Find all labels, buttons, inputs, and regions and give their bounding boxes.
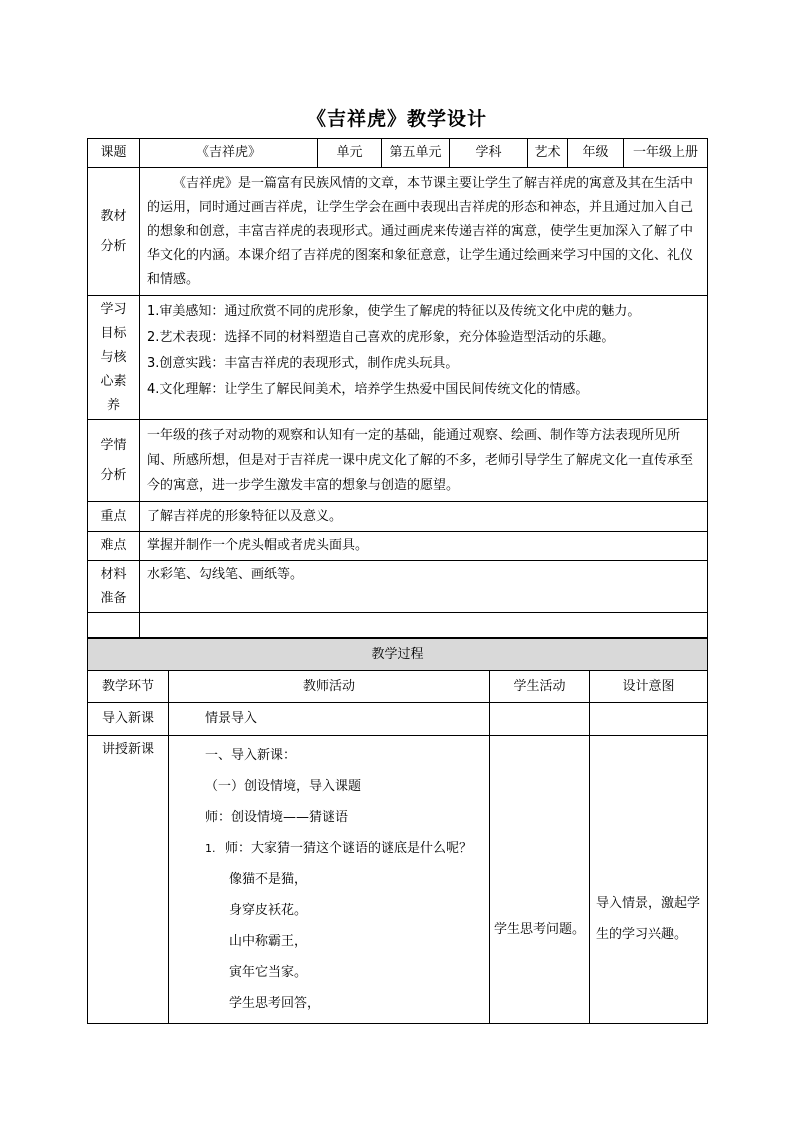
stage-lesson: 讲授新课 (88, 736, 169, 1024)
lesson-line: 师：创设情境——猜谜语 (205, 810, 349, 825)
difficulty-text: 掌握并制作一个虎头帽或者虎头面具。 (140, 532, 708, 561)
key-point-text: 了解吉祥虎的形象特征以及意义。 (140, 502, 708, 532)
subject-label: 学科 (450, 139, 528, 168)
empty-cell (140, 613, 708, 638)
document-title: 《吉祥虎》教学设计 (306, 108, 487, 130)
objectives-label: 学习 目标 与核 心素 养 (88, 296, 140, 420)
column-header: 学生活动 (490, 671, 590, 703)
unit-value: 第五单元 (382, 139, 450, 168)
lesson-line: 一、导入新课： (205, 748, 297, 763)
course-value: 《吉祥虎》 (140, 139, 318, 168)
key-point-label: 重点 (88, 502, 140, 532)
lesson-question: 1. 师：大家猜一猜这个谜语的谜底是什么呢？ (205, 841, 473, 856)
teacher-intro: 情景导入 (169, 703, 490, 736)
objective-item: 4.文化理解：让学生了解民间美术，培养学生热爱中国民间传统文化的情感。 (147, 382, 589, 397)
teaching-process-table (87, 638, 708, 1024)
riddle-line: 学生思考回答， (229, 996, 321, 1011)
grade-label: 年级 (568, 139, 624, 168)
objective-item: 3.创意实践：丰富吉祥虎的表现形式，制作虎头玩具。 (147, 356, 459, 371)
column-header: 设计意图 (590, 671, 708, 703)
student-lesson: 学生思考问题。 (490, 736, 590, 1024)
objectives-list (140, 296, 708, 420)
course-label: 课题 (88, 139, 140, 168)
stage-intro: 导入新课 (88, 703, 169, 736)
riddle-line: 寅年它当家。 (229, 965, 308, 980)
process-heading: 教学过程 (88, 639, 708, 671)
column-header: 教师活动 (169, 671, 490, 703)
difficulty-label: 难点 (88, 532, 140, 561)
empty-cell (88, 613, 140, 638)
column-header: 教学环节 (88, 671, 169, 703)
objective-item: 1.审美感知：通过欣赏不同的虎形象，使学生了解虎的特征以及传统文化中虎的魅力。 (147, 304, 641, 319)
subject-value: 艺术 (528, 139, 568, 168)
analysis-label: 教材 分析 (88, 168, 140, 296)
lesson-info-table (87, 138, 708, 638)
situation-label: 学情 分析 (88, 420, 140, 502)
unit-label: 单元 (318, 139, 382, 168)
student-intro (490, 703, 590, 736)
analysis-text: 《吉祥虎》是一篇富有民族风情的文章，本节课主要让学生了解吉祥虎的寓意及其在生活中的运用，同时通过画吉祥虎，让学生学会在画中表现出吉祥虎的形态和神态，并且通过加入自己的想象和创意，丰富吉祥虎的表现形式。通过画虎来传递吉祥的寓意，使学生更加深入了解了中华文化的内涵。本课介绍了吉祥虎的图案和象征意意，让学生通过绘画来学习中国的文化、礼仪和情感。 (140, 168, 708, 296)
riddle-line: 像猫不是猫， (229, 872, 308, 887)
materials-label: 材料 准备 (88, 561, 140, 613)
teacher-lesson (169, 736, 490, 1024)
riddle-line: 身穿皮袄花。 (229, 903, 308, 918)
situation-text: 一年级的孩子对动物的观察和认知有一定的基础，能通过观察、绘画、制作等方法表现所见所闻、所感所想，但是对于吉祥虎一课中虎文化了解的不多，老师引导学生了解虎文化一直传承至今的寓意，进一步学生激发丰富的想象与创造的愿望。 (140, 420, 708, 502)
lesson-line: （一）创设情境，导入课题 (205, 779, 362, 794)
intent-intro (590, 703, 708, 736)
grade-value: 一年级上册 (624, 139, 708, 168)
objective-item: 2.艺术表现：选择不同的材料塑造自己喜欢的虎形象，充分体验造型活动的乐趣。 (147, 330, 615, 345)
materials-text: 水彩笔、勾线笔、画纸等。 (140, 561, 708, 613)
intent-lesson: 导入情景，激起学生的学习兴趣。 (590, 736, 708, 1024)
riddle-line: 山中称霸王， (229, 934, 308, 949)
